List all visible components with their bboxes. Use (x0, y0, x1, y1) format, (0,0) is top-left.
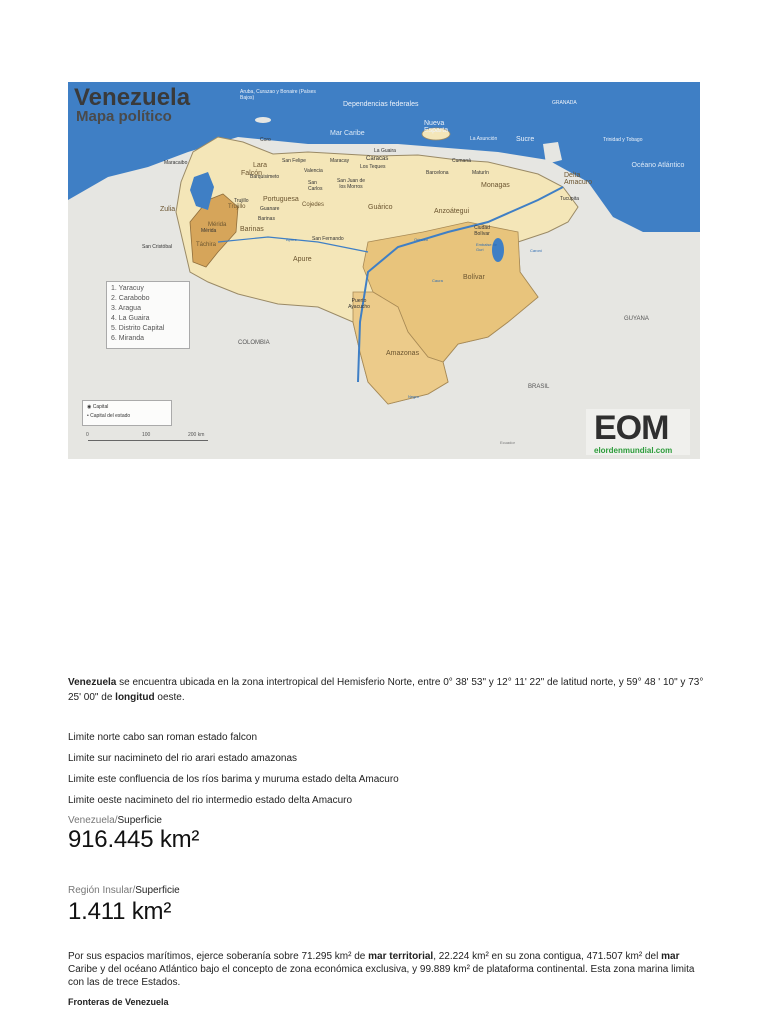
state-label-zulia: Zulia (160, 206, 176, 213)
river-label-negro: Negro (408, 394, 419, 399)
river-label-caura: Caura (432, 278, 443, 283)
capital-dot-icon: ◉ (87, 404, 93, 410)
fact-insular-key: Superficie (135, 885, 180, 896)
legend-item-yaracuy: 1. Yaracuy (111, 285, 144, 292)
limit-south: Limite sur nacimineto del rio arari estado amazonas (68, 753, 297, 764)
river-label-guri: Embalse de Guri (476, 242, 498, 252)
fact-surface-label (68, 815, 162, 826)
intro-paragraph (68, 675, 708, 705)
legend-item-carabobo: 2. Carabobo (111, 295, 150, 302)
city-label-coro: Coro (260, 137, 271, 143)
map-subtitle: Mapa político (76, 108, 172, 125)
symbol-legend (82, 400, 172, 426)
fact-surface-key: Superficie (117, 815, 162, 826)
city-label-tucupita: Tucupita (560, 196, 579, 202)
sea-label-atlantico: Océano Atlántico (631, 162, 685, 169)
river-label-apure: Apure (286, 237, 297, 242)
country-label-guyana: GUYANA (624, 316, 649, 322)
section-title: Fronteras de Venezuela (68, 997, 169, 1007)
fact-insular-label (68, 885, 180, 896)
country-label-colombia: COLOMBIA (238, 340, 270, 346)
river-label-caroni: Caroní (530, 248, 543, 253)
limit-west: Limite oeste nacimineto del rio intermedio estado delta Amacuro (68, 795, 353, 806)
maritime-paragraph (68, 950, 698, 989)
intro-longitude: longitud (115, 692, 155, 703)
city-label-maracay: Maracay (330, 158, 350, 164)
state-label-cojedes: Cojedes (302, 202, 325, 208)
scale-label-0: 0 (86, 432, 89, 438)
state-label-falcon: Falcón (241, 170, 263, 177)
fact-surface-prefix: Venezuela/ (68, 815, 118, 826)
country-label-brasil: BRASIL (528, 384, 550, 390)
legend-symbol-capital (87, 403, 167, 412)
intro-text-2: oeste. (154, 692, 185, 703)
state-label-portuguesa: Portuguesa (263, 196, 299, 203)
city-label-barquisimeto: Barquisimeto (250, 174, 280, 180)
city-label-la-guaira: La Guaira (374, 148, 396, 154)
state-label-trujillo: Trujillo (228, 204, 246, 210)
scale-label-200: 200 km (188, 432, 205, 438)
state-label-delta-amacuro: Delta Amacuro (564, 172, 593, 186)
state-label-sucre: Sucre (516, 136, 535, 143)
island-label-dependencias: Dependencias federales (343, 101, 419, 108)
island-label-trinidad: Trinidad y Tobago (603, 137, 643, 143)
city-label-san-carlos: San Carlos (308, 180, 323, 192)
abc-islands (255, 117, 271, 123)
legend-capital-label: Capital (92, 404, 109, 410)
state-label-apure: Apure (293, 256, 312, 263)
city-label-barinas-city: Barinas (258, 216, 275, 222)
city-label-valencia: Valencia (304, 168, 323, 174)
city-label-trujillo-city: Trujillo (234, 198, 249, 204)
city-label-guanare: Guanare (260, 206, 280, 212)
river-label-orinoco: Orinoco (414, 237, 429, 242)
sea-label-caribe: Mar Caribe (330, 130, 365, 137)
island-label-abc: Aruba, Curazao y Bonaire (Países Bajos) (240, 89, 316, 101)
state-label-anzoategui: Anzoátegui (434, 208, 470, 215)
maritime-bold-1: mar territorial (368, 951, 434, 962)
legend-state-capital-label: Capital del estado (90, 413, 131, 419)
legend-symbol-state-capital (87, 412, 167, 421)
state-label-barinas: Barinas (240, 226, 264, 233)
city-label-maturin: Maturín (472, 170, 489, 176)
fact-insular-prefix: Región Insular/ (68, 885, 136, 896)
limit-north: Limite norte cabo san roman estado falcon (68, 732, 257, 743)
city-label-barcelona: Barcelona (426, 170, 449, 176)
state-legend (106, 281, 190, 349)
city-label-merida-city: Mérida (201, 228, 217, 234)
fact-insular-value: 1.411 km² (68, 898, 172, 925)
city-label-ciudad-bolivar: Ciudad Bolívar (474, 225, 490, 237)
maritime-bold-2: mar (661, 951, 680, 962)
state-label-lara: Lara (253, 162, 268, 169)
intro-text-1: se encuentra ubicada en la zona intertropical del Hemisferio Norte, entre 0° 38' 53" y 12° 11' 22" de latitud norte, y 59° 48 ' 10" y 73° 25' 00" de (68, 677, 704, 703)
scale-bar (88, 440, 208, 449)
maritime-text-2: , 22.224 km² en su zona contigua, 471.507 km² del (433, 951, 662, 962)
city-label-san-cristobal: San Cristóbal (142, 244, 173, 250)
limit-east: Limite este confluencia de los ríos barima y muruma estado delta Amacuro (68, 774, 399, 785)
legend-item-miranda: 6. Miranda (111, 335, 145, 342)
city-label-cumana: Cumaná (452, 158, 471, 164)
maritime-text-3: Caribe y del océano Atlántico bajo el concepto de zona económica exclusiva, y 99.889 km² de plataforma continental. Esta zona marina limita con las de trece Estados. (68, 964, 695, 988)
city-label-maracaibo: Maracaibo (164, 160, 188, 166)
state-label-tachira: Táchira (196, 242, 217, 248)
eom-logo-site: elordenmundial.com (594, 446, 673, 455)
city-label-caracas: Caracas (366, 156, 389, 162)
city-label-puerto-ayacucho: Puerto Ayacucho (348, 298, 370, 310)
scale-label-100: 100 (142, 432, 151, 438)
city-label-los-teques: Los Teques (360, 164, 386, 170)
city-label-san-felipe: San Felipe (282, 158, 306, 164)
venezuela-political-map (68, 82, 700, 459)
legend-item-aragua: 3. Aragua (111, 305, 141, 312)
country-label-ecuador: Ecuador (500, 440, 515, 445)
state-label-monagas: Monagas (481, 182, 510, 189)
state-label-amazonas: Amazonas (386, 350, 420, 357)
state-label-merida: Mérida (208, 222, 227, 228)
intro-country: Venezuela (68, 677, 117, 688)
country-label-granada: GRANADA (552, 100, 577, 106)
city-label-san-fernando: San Fernando (312, 236, 344, 242)
eom-logo: EOM (594, 409, 669, 447)
state-label-guarico: Guárico (368, 204, 393, 211)
state-label-bolivar: Bolívar (463, 274, 485, 281)
island-label-nueva-esparta: Nueva Esparta (424, 120, 449, 134)
fact-surface-value: 916.445 km² (68, 826, 200, 853)
map-title: Venezuela (74, 84, 191, 111)
legend-item-la-guaira: 4. La Guaira (111, 315, 150, 322)
state-capital-dot-icon: • (87, 413, 91, 419)
maritime-text-1: Por sus espacios marítimos, ejerce soberanía sobre 71.295 km² de (68, 951, 369, 962)
island-label-asuncion: La Asunción (470, 136, 498, 142)
city-label-san-juan-de-los-morros: San Juan de los Morros (336, 178, 366, 190)
legend-item-distrito-capital: 5. Distrito Capital (111, 325, 165, 332)
